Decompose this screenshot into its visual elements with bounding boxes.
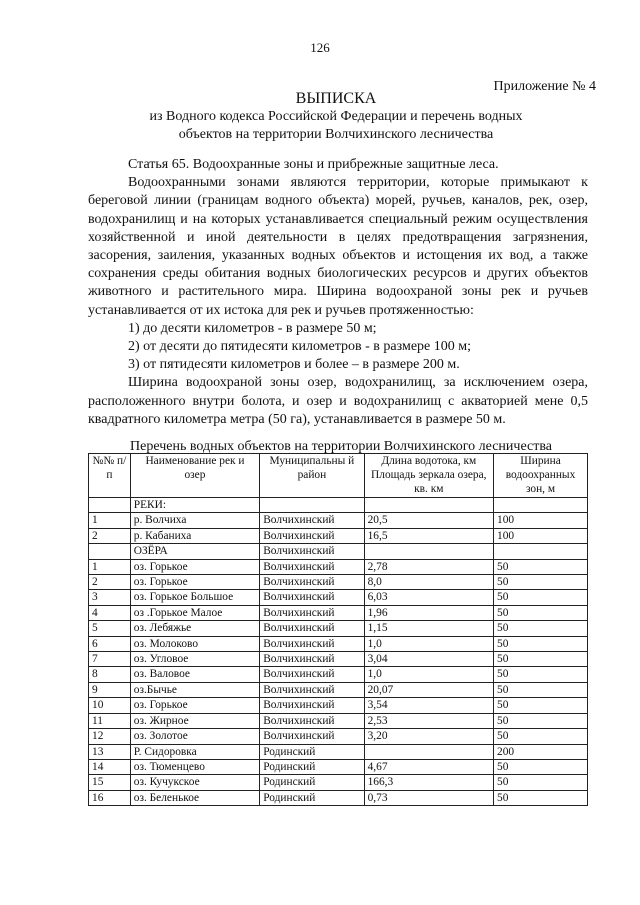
cell-length-area: 166,3 (364, 775, 493, 790)
cell-zone-width: 50 (494, 636, 588, 651)
table-caption: Перечень водных объектов на территории Волчихинского лесничества (130, 439, 552, 454)
table-row (89, 590, 588, 605)
cell-name: оз. Кучукское (130, 775, 259, 790)
article-title: Статья 65. Водоохранные зоны и прибрежные защитные леса. (128, 157, 499, 172)
document-subtitle-line2: объектов на территории Волчихинского лесничества (178, 127, 494, 142)
cell-name: оз. Горькое (130, 559, 259, 574)
cell-length-area: 20,5 (364, 513, 493, 528)
list-item-2: 2) от десяти до пятидесяти километров - в размере 100 м; (128, 339, 471, 355)
cell-name: оз. Горькое Большое (130, 590, 259, 605)
table-row (89, 513, 588, 528)
cell-name: оз. Молоково (130, 636, 259, 651)
cell-number: 2 (89, 575, 131, 590)
cell-number: 16 (89, 790, 131, 805)
cell-number: 9 (89, 682, 131, 697)
cell-district: Волчихинский (260, 544, 364, 559)
cell-district: Родинский (260, 744, 364, 759)
title-block (96, 90, 576, 144)
water-objects-table (88, 453, 588, 806)
cell-zone-width: 50 (494, 667, 588, 682)
cell-number: 12 (89, 729, 131, 744)
article-body (88, 156, 588, 429)
cell-length-area: 1,0 (364, 667, 493, 682)
cell-district (260, 498, 364, 513)
cell-district: Волчихинский (260, 698, 364, 713)
cell-zone-width: 50 (494, 682, 588, 697)
table-header-row (89, 454, 588, 498)
cell-number (89, 544, 131, 559)
table-row (89, 667, 588, 682)
table-row (89, 528, 588, 543)
header-number: №№ п/п (89, 454, 131, 498)
cell-district: Волчихинский (260, 575, 364, 590)
cell-name: РЕКИ: (130, 498, 259, 513)
header-district: Муниципальны й район (260, 454, 364, 498)
cell-number: 14 (89, 759, 131, 774)
header-zone-width: Ширина водоохранных зон, м (494, 454, 588, 498)
cell-name: оз. Беленькое (130, 790, 259, 805)
cell-name: оз .Горькое Малое (130, 605, 259, 620)
cell-name: оз.Бычье (130, 682, 259, 697)
cell-number: 8 (89, 667, 131, 682)
cell-length-area: 3,20 (364, 729, 493, 744)
table-row (89, 759, 588, 774)
document-title: ВЫПИСКА (295, 90, 377, 107)
list-item-3: 3) от пятидесяти километров и более – в размере 200 м. (128, 357, 460, 373)
cell-zone-width: 200 (494, 744, 588, 759)
cell-district: Родинский (260, 790, 364, 805)
cell-name: оз. Золотое (130, 729, 259, 744)
cell-zone-width: 50 (494, 775, 588, 790)
cell-district: Волчихинский (260, 667, 364, 682)
table-row (89, 698, 588, 713)
article-paragraph-1: Водоохранными зонами являются территории, которые примыкают к береговой линии (границам водного объекта) морей, ручьев, каналов, рек, озер, водохранилищ и на которых устанавливается специальный режим осуществления хозяйственной и иной деятельности в целях предотвращения загрязнения, засорения, заиления, указанных водных объектов и истощения их вод, а также сохранения среды обитания водных биологических ресурсов и других объектов животного и растительного мира. Ширина водоохраной зоны рек и ручьев устанавливается от их истока для рек и ручьев протяженностью: (88, 175, 588, 318)
cell-zone-width: 50 (494, 729, 588, 744)
cell-number: 5 (89, 621, 131, 636)
cell-number: 2 (89, 528, 131, 543)
cell-number: 7 (89, 652, 131, 667)
cell-name: оз. Лебяжье (130, 621, 259, 636)
cell-length-area: 1,0 (364, 636, 493, 651)
cell-zone-width: 50 (494, 590, 588, 605)
table-row (89, 498, 588, 513)
cell-name: оз. Угловое (130, 652, 259, 667)
cell-zone-width: 100 (494, 513, 588, 528)
table-row (89, 775, 588, 790)
cell-length-area: 16,5 (364, 528, 493, 543)
cell-district: Волчихинский (260, 652, 364, 667)
cell-number: 3 (89, 590, 131, 605)
cell-zone-width: 50 (494, 790, 588, 805)
cell-name: оз. Горькое (130, 575, 259, 590)
table-row (89, 575, 588, 590)
cell-district: Волчихинский (260, 513, 364, 528)
cell-district: Волчихинский (260, 729, 364, 744)
cell-length-area (364, 744, 493, 759)
cell-length-area: 1,96 (364, 605, 493, 620)
cell-zone-width: 50 (494, 559, 588, 574)
cell-length-area: 0,73 (364, 790, 493, 805)
article-paragraph-2: Ширина водоохраной зоны озер, водохранилищ, за исключением озера, расположенного внутри болота, и озер и водохранилищ с акваторией мене 0,5 квадратного километра метра (50 га), устанавливается в размере 50 м. (88, 375, 588, 427)
table-row (89, 729, 588, 744)
cell-length-area: 2,78 (364, 559, 493, 574)
cell-number: 10 (89, 698, 131, 713)
page-number: 126 (310, 40, 330, 55)
list-item-1: 1) до десяти километров - в размере 50 м; (128, 320, 377, 336)
table-row (89, 713, 588, 728)
cell-length-area: 3,04 (364, 652, 493, 667)
cell-name: оз. Горькое (130, 698, 259, 713)
cell-length-area: 6,03 (364, 590, 493, 605)
cell-number: 15 (89, 775, 131, 790)
cell-length-area: 2,53 (364, 713, 493, 728)
cell-district: Волчихинский (260, 528, 364, 543)
cell-name: ОЗЁРА (130, 544, 259, 559)
cell-district: Волчихинский (260, 605, 364, 620)
cell-number: 1 (89, 559, 131, 574)
table-row (89, 652, 588, 667)
cell-name: оз. Жирное (130, 713, 259, 728)
cell-length-area: 3,54 (364, 698, 493, 713)
cell-name: р. Волчиха (130, 513, 259, 528)
cell-number: 6 (89, 636, 131, 651)
table-row (89, 744, 588, 759)
table-row (89, 605, 588, 620)
cell-number (89, 498, 131, 513)
cell-name: оз. Валовое (130, 667, 259, 682)
cell-zone-width: 50 (494, 605, 588, 620)
cell-zone-width (494, 498, 588, 513)
table-row (89, 559, 588, 574)
table-row (89, 544, 588, 559)
cell-district: Волчихинский (260, 713, 364, 728)
cell-number: 13 (89, 744, 131, 759)
cell-number: 11 (89, 713, 131, 728)
cell-number: 4 (89, 605, 131, 620)
cell-district: Волчихинский (260, 682, 364, 697)
cell-zone-width: 50 (494, 652, 588, 667)
cell-zone-width (494, 544, 588, 559)
cell-length-area (364, 544, 493, 559)
cell-zone-width: 50 (494, 759, 588, 774)
cell-length-area: 4,67 (364, 759, 493, 774)
cell-name: Р. Сидоровка (130, 744, 259, 759)
appendix-label: Приложение № 4 (493, 79, 596, 94)
cell-district: Родинский (260, 775, 364, 790)
cell-zone-width: 50 (494, 621, 588, 636)
cell-district: Волчихинский (260, 559, 364, 574)
table-row (89, 621, 588, 636)
cell-zone-width: 100 (494, 528, 588, 543)
cell-zone-width: 50 (494, 575, 588, 590)
cell-name: оз. Тюменцево (130, 759, 259, 774)
cell-length-area: 8,0 (364, 575, 493, 590)
table-row (89, 636, 588, 651)
cell-length-area (364, 498, 493, 513)
cell-zone-width: 50 (494, 698, 588, 713)
table-row (89, 790, 588, 805)
cell-district: Родинский (260, 759, 364, 774)
header-length-area: Длина водотока, км Площадь зеркала озера, кв. км (364, 454, 493, 498)
table-body (89, 498, 588, 806)
table-row (89, 682, 588, 697)
document-subtitle-line1: из Водного кодекса Российской Федерации и перечень водных (149, 109, 523, 124)
cell-district: Волчихинский (260, 621, 364, 636)
cell-number: 1 (89, 513, 131, 528)
cell-zone-width: 50 (494, 713, 588, 728)
header-name: Наименование рек и озер (130, 454, 259, 498)
cell-length-area: 1,15 (364, 621, 493, 636)
cell-name: р. Кабаниха (130, 528, 259, 543)
cell-district: Волчихинский (260, 590, 364, 605)
cell-length-area: 20,07 (364, 682, 493, 697)
cell-district: Волчихинский (260, 636, 364, 651)
